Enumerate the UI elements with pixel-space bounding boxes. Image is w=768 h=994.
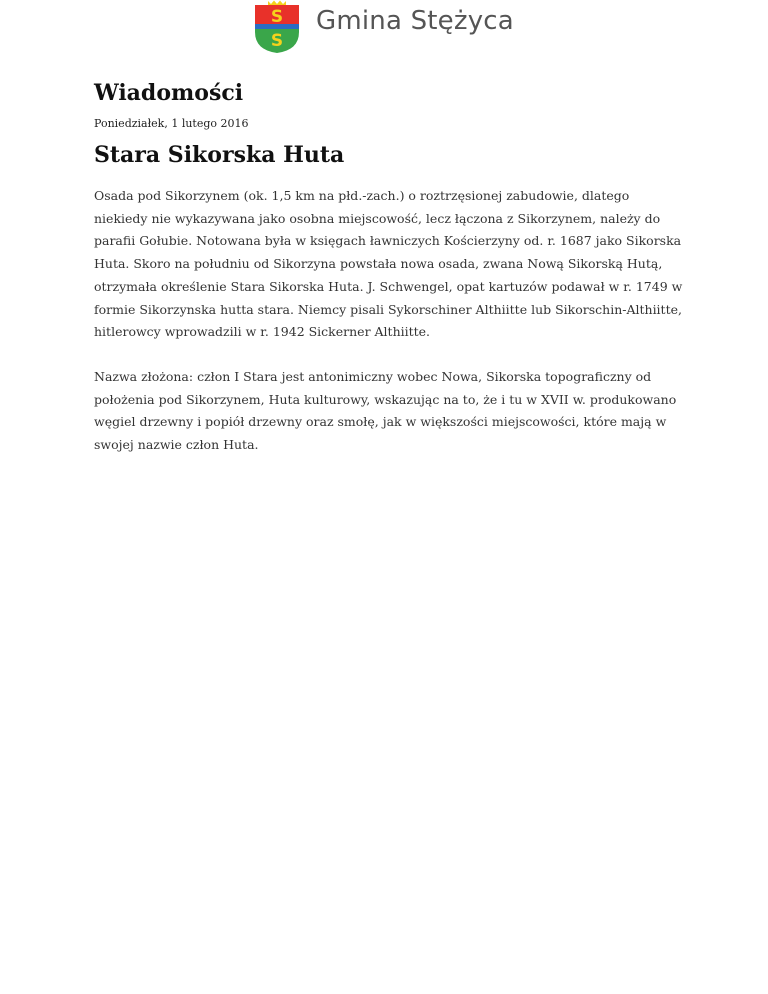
site-header: [0, 0, 768, 60]
post-date: Poniedziałek, 1 lutego 2016: [94, 117, 249, 130]
svg-text:S: S: [270, 31, 284, 51]
article-paragraph: Osada pod Sikorzynem (ok. 1,5 km na płd.-zach.) o roztrzęsionej zabudowie, dlatego niekiedy nie wykazywana jako osobna miejscowość, lecz łączona z Sikorzynem, należy do parafii Gołubie. Notowana była w księgach ławniczych Kościerzyny od. r. 1687 jako Sikorska Huta. Skoro na południu od Sikorzyna powstała nowa osada, zwana Nową Sikorską Hutą, otrzymała określenie Stara Sikorska Huta. J. Schwengel, opat kartuzów podawał w r. 1749 w formie Sikorzynska hutta stara. Niemcy pisali Sykorschiner Althiitte lub Sikorschin-Althiitte, hitlerowcy wprowadzili w r. 1942 Sickerner Althiitte.: [94, 188, 683, 340]
article-paragraph: Nazwa złożona: człon I Stara jest antonimiczny wobec Nowa, Sikorska topograficzny od położenia pod Sikorzynem, Huta kulturowy, wskazując na to, że i tu w XVII w. produkowano węgiel drzewny i popiół drzewny oraz smołę, jak w większości miejscowości, które mają w swojej nazwie człon Huta.: [94, 368, 677, 453]
post-title: Stara Sikorska Huta: [94, 142, 345, 168]
section-title: Wiadomości: [94, 80, 244, 106]
main-content: [94, 78, 684, 457]
site-name[interactable]: Gmina Stężyca: [316, 6, 514, 36]
municipality-crest-logo[interactable]: [254, 0, 300, 54]
svg-text:S: S: [270, 7, 284, 27]
